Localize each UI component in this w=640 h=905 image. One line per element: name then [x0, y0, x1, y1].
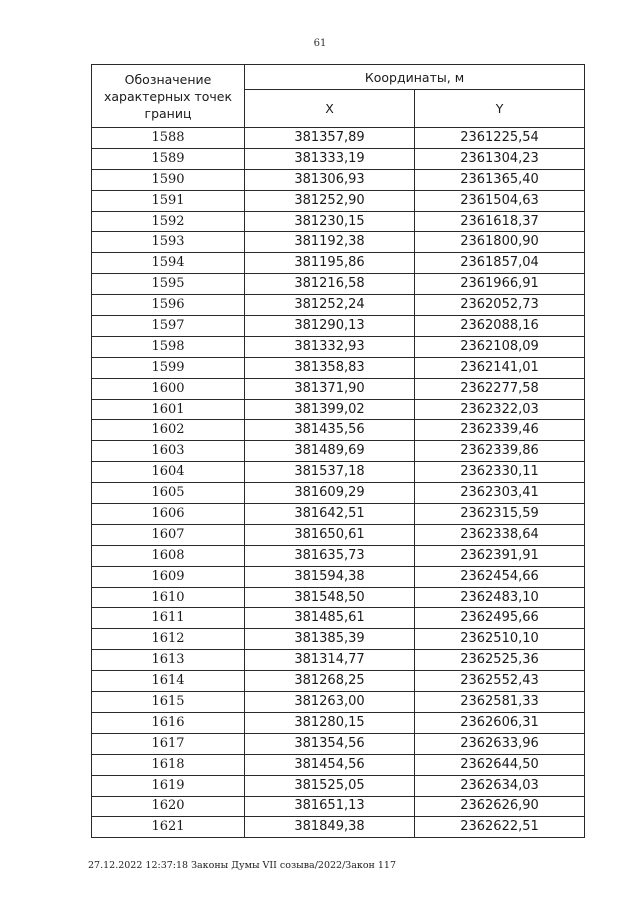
y-cell: 2362634,03 [415, 775, 585, 796]
point-column-header: Обозначение характерных точек границ [92, 65, 245, 128]
point-cell: 1615 [92, 692, 245, 713]
header-row-top [92, 65, 585, 90]
y-cell: 2361304,23 [415, 148, 585, 169]
table-row [92, 316, 585, 337]
table-row [92, 671, 585, 692]
x-cell: 381525,05 [245, 775, 415, 796]
table-row [92, 232, 585, 253]
coordinates-table [91, 64, 585, 838]
x-cell: 381268,25 [245, 671, 415, 692]
x-cell: 381290,13 [245, 316, 415, 337]
y-cell: 2362277,58 [415, 378, 585, 399]
point-cell: 1590 [92, 169, 245, 190]
y-cell: 2362141,01 [415, 357, 585, 378]
point-cell: 1611 [92, 608, 245, 629]
table-row [92, 712, 585, 733]
y-cell: 2362633,96 [415, 733, 585, 754]
point-cell: 1607 [92, 524, 245, 545]
point-cell: 1616 [92, 712, 245, 733]
point-cell: 1605 [92, 483, 245, 504]
point-cell: 1597 [92, 316, 245, 337]
table-row [92, 629, 585, 650]
x-cell: 381195,86 [245, 253, 415, 274]
x-cell: 381485,61 [245, 608, 415, 629]
x-cell: 381280,15 [245, 712, 415, 733]
footer-stamp: 27.12.2022 12:37:18 Законы Думы VII созыва/2022/Закон 117 [88, 860, 397, 871]
table-row [92, 169, 585, 190]
x-cell: 381216,58 [245, 274, 415, 295]
x-cell: 381651,13 [245, 796, 415, 817]
x-cell: 381230,15 [245, 211, 415, 232]
x-cell: 381263,00 [245, 692, 415, 713]
point-cell: 1592 [92, 211, 245, 232]
table-row [92, 211, 585, 232]
table-row [92, 733, 585, 754]
y-cell: 2361504,63 [415, 190, 585, 211]
table-row [92, 148, 585, 169]
y-cell: 2362315,59 [415, 504, 585, 525]
x-cell: 381371,90 [245, 378, 415, 399]
x-cell: 381650,61 [245, 524, 415, 545]
x-cell: 381314,77 [245, 650, 415, 671]
y-column-header: Y [415, 90, 585, 128]
y-cell: 2362510,10 [415, 629, 585, 650]
y-cell: 2362622,51 [415, 817, 585, 838]
y-cell: 2362303,41 [415, 483, 585, 504]
y-cell: 2362108,09 [415, 336, 585, 357]
table-row [92, 608, 585, 629]
y-cell: 2362338,64 [415, 524, 585, 545]
point-cell: 1617 [92, 733, 245, 754]
table-row [92, 483, 585, 504]
coordinates-group-header: Координаты, м [245, 65, 585, 90]
table-row [92, 524, 585, 545]
table-row [92, 754, 585, 775]
y-cell: 2362322,03 [415, 399, 585, 420]
point-cell: 1594 [92, 253, 245, 274]
x-cell: 381454,56 [245, 754, 415, 775]
table-row [92, 441, 585, 462]
x-cell: 381357,89 [245, 128, 415, 149]
y-cell: 2362052,73 [415, 295, 585, 316]
y-cell: 2361857,04 [415, 253, 585, 274]
y-cell: 2362581,33 [415, 692, 585, 713]
point-cell: 1589 [92, 148, 245, 169]
x-cell: 381548,50 [245, 587, 415, 608]
table-row [92, 357, 585, 378]
y-cell: 2362626,90 [415, 796, 585, 817]
point-cell: 1600 [92, 378, 245, 399]
x-cell: 381537,18 [245, 462, 415, 483]
y-cell: 2362391,91 [415, 545, 585, 566]
y-cell: 2362552,43 [415, 671, 585, 692]
table-row [92, 545, 585, 566]
table-row [92, 336, 585, 357]
x-cell: 381332,93 [245, 336, 415, 357]
y-cell: 2362483,10 [415, 587, 585, 608]
y-cell: 2361800,90 [415, 232, 585, 253]
y-cell: 2361966,91 [415, 274, 585, 295]
point-cell: 1591 [92, 190, 245, 211]
table-row [92, 190, 585, 211]
table-body [92, 128, 585, 838]
x-cell: 381306,93 [245, 169, 415, 190]
x-cell: 381594,38 [245, 566, 415, 587]
x-cell: 381252,24 [245, 295, 415, 316]
x-column-header: X [245, 90, 415, 128]
point-cell: 1596 [92, 295, 245, 316]
point-cell: 1595 [92, 274, 245, 295]
x-cell: 381333,19 [245, 148, 415, 169]
x-cell: 381635,73 [245, 545, 415, 566]
table-row [92, 399, 585, 420]
table-row [92, 378, 585, 399]
y-cell: 2362339,86 [415, 441, 585, 462]
point-cell: 1619 [92, 775, 245, 796]
x-cell: 381252,90 [245, 190, 415, 211]
point-cell: 1602 [92, 420, 245, 441]
point-cell: 1588 [92, 128, 245, 149]
point-cell: 1608 [92, 545, 245, 566]
table-row [92, 295, 585, 316]
table-row [92, 817, 585, 838]
table-row [92, 253, 585, 274]
table-row [92, 775, 585, 796]
y-cell: 2362330,11 [415, 462, 585, 483]
table-row [92, 420, 585, 441]
point-cell: 1620 [92, 796, 245, 817]
point-cell: 1598 [92, 336, 245, 357]
point-cell: 1612 [92, 629, 245, 650]
point-cell: 1618 [92, 754, 245, 775]
x-cell: 381358,83 [245, 357, 415, 378]
point-cell: 1613 [92, 650, 245, 671]
y-cell: 2361225,54 [415, 128, 585, 149]
point-cell: 1604 [92, 462, 245, 483]
x-cell: 381385,39 [245, 629, 415, 650]
y-cell: 2362495,66 [415, 608, 585, 629]
table-row [92, 587, 585, 608]
y-cell: 2361365,40 [415, 169, 585, 190]
point-cell: 1621 [92, 817, 245, 838]
point-cell: 1599 [92, 357, 245, 378]
x-cell: 381489,69 [245, 441, 415, 462]
point-cell: 1603 [92, 441, 245, 462]
y-cell: 2362644,50 [415, 754, 585, 775]
table-row [92, 128, 585, 149]
x-cell: 381354,56 [245, 733, 415, 754]
y-cell: 2361618,37 [415, 211, 585, 232]
point-cell: 1601 [92, 399, 245, 420]
y-cell: 2362339,46 [415, 420, 585, 441]
table-row [92, 566, 585, 587]
table-header [92, 65, 585, 128]
table-row [92, 504, 585, 525]
table-row [92, 462, 585, 483]
x-cell: 381609,29 [245, 483, 415, 504]
x-cell: 381642,51 [245, 504, 415, 525]
table-row [92, 650, 585, 671]
page-number: 61 [313, 38, 327, 49]
point-cell: 1610 [92, 587, 245, 608]
point-cell: 1606 [92, 504, 245, 525]
x-cell: 381399,02 [245, 399, 415, 420]
y-cell: 2362088,16 [415, 316, 585, 337]
point-cell: 1609 [92, 566, 245, 587]
y-cell: 2362525,36 [415, 650, 585, 671]
table-row [92, 274, 585, 295]
table-row [92, 796, 585, 817]
x-cell: 381849,38 [245, 817, 415, 838]
y-cell: 2362606,31 [415, 712, 585, 733]
point-cell: 1614 [92, 671, 245, 692]
y-cell: 2362454,66 [415, 566, 585, 587]
x-cell: 381192,38 [245, 232, 415, 253]
x-cell: 381435,56 [245, 420, 415, 441]
point-cell: 1593 [92, 232, 245, 253]
table-row [92, 692, 585, 713]
